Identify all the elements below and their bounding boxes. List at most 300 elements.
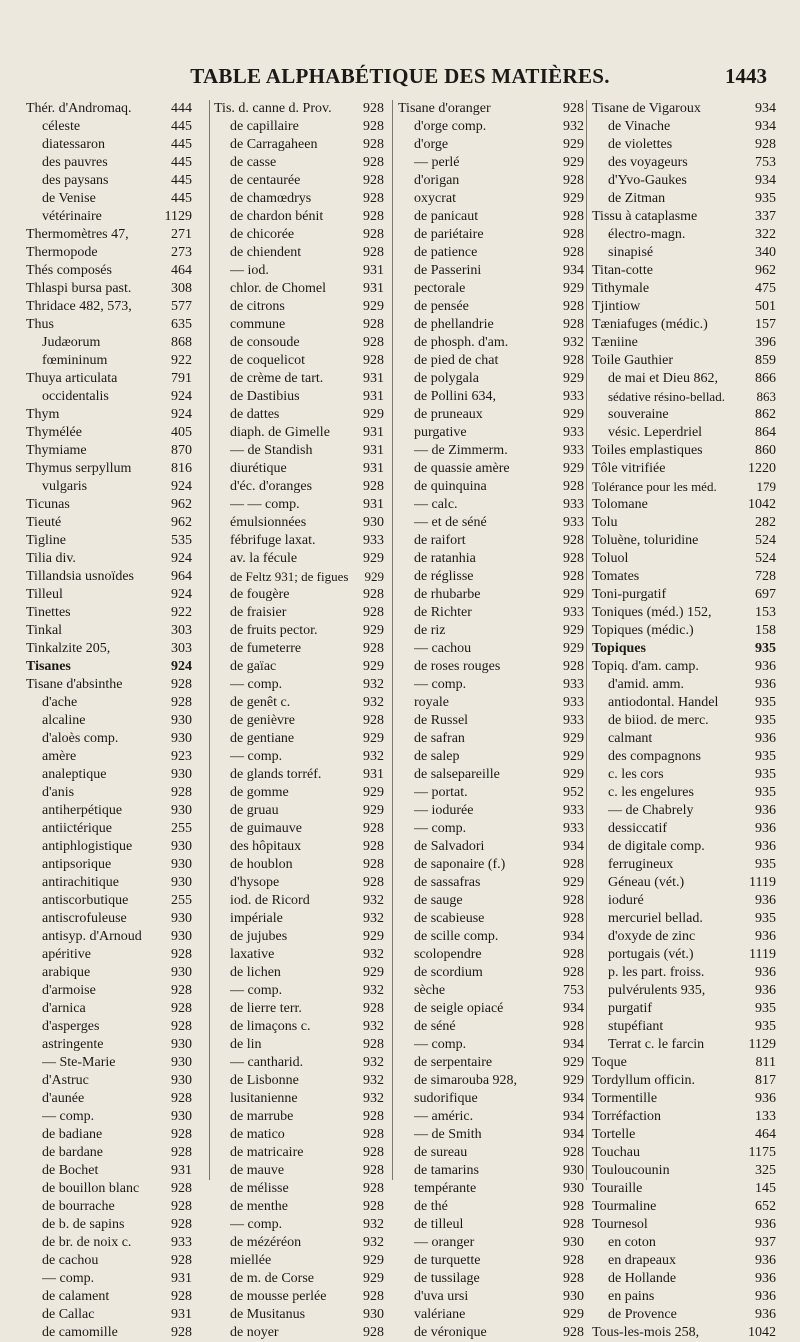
entry-term: royale [414,695,449,710]
index-entry [592,280,776,298]
index-entry [592,964,776,982]
index-entry [214,1180,384,1198]
entry-term: de chardon bénit [230,209,324,224]
entry-page-ref: 928 [171,983,192,998]
entry-page-ref: 817 [755,1073,776,1088]
index-entry [592,946,776,964]
entry-page-ref: 935 [755,857,776,872]
entry-term: de matricaire [230,1145,304,1160]
entry-page-ref: 922 [171,353,192,368]
entry-term: antiphlogistique [42,839,133,854]
index-entry [398,1108,584,1126]
index-entry [398,1180,584,1198]
entry-term: de violettes [608,137,673,152]
entry-term: de séné [414,1019,456,1034]
index-entry [398,1324,584,1342]
entry-page-ref: 862 [755,407,776,422]
entry-page-ref: 934 [563,929,584,944]
entry-page-ref: 524 [755,533,776,548]
index-entry [398,964,584,982]
entry-term: d'Astruc [42,1073,89,1088]
entry-term: de salsepareille [414,767,500,782]
entry-page-ref: 929 [363,623,384,638]
entry-page-ref: 929 [363,1253,384,1268]
entry-term: de citrons [230,299,285,314]
index-entry [26,262,192,280]
index-entry [26,604,192,622]
entry-page-ref: 931 [171,1307,192,1322]
index-entry [26,568,192,586]
entry-term: pulvérulents 935, [608,983,706,998]
entry-term: — comp. [414,677,467,692]
entry-page-ref: 928 [363,839,384,854]
entry-page-ref: 928 [363,1127,384,1142]
index-entry [592,784,776,802]
entry-page-ref: 935 [755,191,776,206]
entry-page-ref: 936 [755,965,776,980]
entry-term: de camomille [42,1325,118,1340]
index-entry [26,514,192,532]
entry-term: Tinkalzite 205, [26,641,111,656]
entry-page-ref: 928 [563,533,584,548]
entry-term: sudorifique [414,1091,478,1106]
entry-page-ref: 930 [171,1037,192,1052]
entry-term: Touraille [592,1181,643,1196]
index-entry [214,1270,384,1288]
index-entry [592,226,776,244]
index-entry [214,460,384,478]
entry-term: de lierre terr. [230,1001,302,1016]
entry-page-ref: 928 [363,317,384,332]
entry-page-ref: 930 [171,1073,192,1088]
index-entry [398,280,584,298]
index-entry [214,874,384,892]
entry-page-ref: 932 [563,335,584,350]
entry-term: de centaurée [230,173,301,188]
entry-page-ref: 928 [171,1325,192,1340]
entry-term: de Zitman [608,191,666,206]
entry-page-ref: 931 [363,461,384,476]
index-entry [214,226,384,244]
entry-page-ref: 928 [563,551,584,566]
entry-page-ref: 923 [171,749,192,764]
entry-page-ref: 932 [363,911,384,926]
entry-term: de dattes [230,407,280,422]
entry-page-ref: 928 [363,1037,384,1052]
entry-term: — comp. [230,749,283,764]
index-entry [592,1072,776,1090]
entry-term: de riz [414,623,446,638]
index-entry [26,370,192,388]
index-entry [398,478,584,496]
entry-term: Toque [592,1055,627,1070]
entry-term: de scabieuse [414,911,485,926]
index-entry [592,730,776,748]
entry-term: amère [42,749,77,764]
entry-page-ref: 933 [171,1235,192,1250]
entry-page-ref: 928 [363,1289,384,1304]
entry-page-ref: 635 [171,317,192,332]
entry-term: de tilleul [414,1217,464,1232]
entry-term: c. les engelures [608,785,694,800]
entry-page-ref: 929 [363,929,384,944]
entry-page-ref: 928 [171,1199,192,1214]
entry-page-ref: 864 [755,425,776,440]
entry-term: de fumeterre [230,641,302,656]
index-entry [26,1018,192,1036]
entry-page-ref: 931 [363,425,384,440]
index-entry [592,838,776,856]
entry-page-ref: 936 [755,803,776,818]
entry-term: de pariétaire [414,227,484,242]
entry-page-ref: 153 [755,605,776,620]
entry-term: Topiq. d'am. camp. [592,659,699,674]
index-entry [26,640,192,658]
entry-page-ref: 932 [363,1019,384,1034]
entry-page-ref: 928 [363,875,384,890]
entry-page-ref: 928 [563,659,584,674]
entry-term: de salep [414,749,460,764]
entry-page-ref: 859 [755,353,776,368]
entry-term: de Dastibius [230,389,300,404]
entry-term: de mai et Dieu 862, [608,371,719,386]
index-entry [592,1144,776,1162]
index-entry [214,1198,384,1216]
index-entry [592,370,776,388]
entry-term: — comp. [414,1037,467,1052]
entry-term: Thymiame [26,443,87,458]
entry-term: de phellandrie [414,317,494,332]
entry-page-ref: 935 [755,911,776,926]
entry-term: astringente [42,1037,104,1052]
index-entry [398,244,584,262]
entry-page-ref: 936 [755,1271,776,1286]
entry-term: Tordyllum officin. [592,1073,695,1088]
entry-page-ref: 811 [755,1055,776,1070]
entry-term: de marrube [230,1109,294,1124]
entry-page-ref: 928 [563,911,584,926]
entry-page-ref: 928 [363,137,384,152]
entry-page-ref: 937 [755,1235,776,1250]
entry-term: Tæniafuges (médic.) [592,317,708,332]
entry-term: sinapisé [608,245,654,260]
index-entry [592,1180,776,1198]
index-entry [398,874,584,892]
index-entry [26,172,192,190]
index-entry [214,730,384,748]
index-entry [214,1108,384,1126]
index-entry [26,1162,192,1180]
entry-page-ref: 936 [755,1217,776,1232]
entry-term: souveraine [608,407,669,422]
entry-term: de jujubes [230,929,288,944]
entry-page-ref: 933 [563,425,584,440]
index-entry [398,892,584,910]
index-entry [592,856,776,874]
entry-term: de Hollande [608,1271,677,1286]
entry-page-ref: 1119 [749,875,776,890]
index-entry [592,658,776,676]
entry-term: de chamœdrys [230,191,312,206]
page-title: TABLE ALPHABÉTIQUE DES MATIÈRES. [190,64,610,88]
index-entry [26,838,192,856]
entry-page-ref: 930 [363,515,384,530]
index-entry [398,1198,584,1216]
index-entry [214,442,384,460]
entry-page-ref: 928 [563,173,584,188]
entry-term: scolopendre [414,947,482,962]
index-entry [214,1018,384,1036]
entry-page-ref: 929 [363,965,384,980]
index-entry [398,694,584,712]
entry-term: de crème de tart. [230,371,324,386]
index-entry [26,1306,192,1324]
index-entry [592,1090,776,1108]
entry-page-ref: 924 [171,551,192,566]
entry-term: de Russel [414,713,469,728]
index-entry [26,550,192,568]
entry-term: de mézéréon [230,1235,302,1250]
entry-term: — — comp. [230,497,300,512]
index-entry [214,478,384,496]
index-entry [214,784,384,802]
index-entry [214,1036,384,1054]
entry-term: d'aunée [42,1091,85,1106]
entry-term: impériale [230,911,283,926]
entry-term: portugais (vét.) [608,947,694,962]
entry-term: antiherpétique [42,803,123,818]
index-entry [398,1054,584,1072]
entry-page-ref: 930 [171,713,192,728]
entry-page-ref: 932 [363,1073,384,1088]
entry-term: de bourrache [42,1199,115,1214]
entry-page-ref: 928 [171,677,192,692]
entry-term: fébrifuge laxat. [230,533,316,548]
index-entry [26,1036,192,1054]
entry-term: des compagnons [608,749,701,764]
index-entry [592,1162,776,1180]
entry-term: Touloucounin [592,1163,670,1178]
entry-term: Terrat c. le farcin [608,1037,705,1052]
entry-page-ref: 934 [563,1091,584,1106]
entry-page-ref: 524 [755,551,776,566]
entry-page-ref: 924 [171,479,192,494]
index-entry [214,172,384,190]
entry-term: — comp. [414,821,467,836]
entry-term: Thés composés [26,263,112,278]
entry-page-ref: 928 [171,1091,192,1106]
entry-term: de Pollini 634, [414,389,497,404]
entry-page-ref: 791 [171,371,192,386]
entry-page-ref: 924 [171,389,192,404]
entry-page-ref: 273 [171,245,192,260]
entry-term: de pied de chat [414,353,499,368]
column-divider [209,100,210,1180]
index-entry [214,964,384,982]
entry-page-ref: 931 [363,263,384,278]
entry-page-ref: 928 [563,101,584,116]
index-entry [214,532,384,550]
index-entry [26,442,192,460]
entry-page-ref: 929 [563,749,584,764]
entry-term: vulgaris [42,479,88,494]
index-entry [26,712,192,730]
entry-page-ref: 1129 [748,1037,776,1052]
entry-term: diurétique [230,461,287,476]
index-entry [398,100,584,118]
entry-term: Thér. d'Andromaq. [26,101,132,116]
entry-term: Toiles emplastiques [592,443,703,458]
index-entry [26,100,192,118]
entry-term: de fraisier [230,605,287,620]
entry-page-ref: 935 [755,713,776,728]
index-entry [398,352,584,370]
index-entry [26,1144,192,1162]
entry-term: antisyp. d'Arnoud [42,929,142,944]
index-entry [214,370,384,388]
entry-term: stupéfiant [608,1019,664,1034]
index-entry [214,622,384,640]
entry-term: Tjintiow [592,299,641,314]
index-entry [26,406,192,424]
entry-page-ref: 929 [563,1055,584,1070]
entry-term: d'hysope [230,875,280,890]
entry-term: de scille comp. [414,929,499,944]
entry-page-ref: 928 [171,1019,192,1034]
index-entry [26,352,192,370]
index-entry [214,658,384,676]
entry-term: Topiques (médic.) [592,623,694,638]
index-entry [26,1000,192,1018]
entry-page-ref: 934 [755,101,776,116]
index-entry [592,568,776,586]
index-entry [398,154,584,172]
entry-page-ref: 936 [755,893,776,908]
entry-page-ref: 928 [363,857,384,872]
entry-page-ref: 933 [563,389,584,404]
index-entry [398,172,584,190]
entry-term: — cachou [414,641,472,656]
index-entry [214,1054,384,1072]
entry-page-ref: 928 [171,1145,192,1160]
entry-term: ferrugineux [608,857,674,872]
entry-page-ref: 931 [363,443,384,458]
entry-page-ref: 930 [171,875,192,890]
entry-page-ref: 930 [171,767,192,782]
entry-term: Tithymale [592,281,650,296]
entry-page-ref: 936 [755,731,776,746]
entry-term: de gruau [230,803,279,818]
entry-term: — améric. [414,1109,474,1124]
index-entry [398,622,584,640]
index-entry [26,460,192,478]
index-entry [398,1018,584,1036]
index-entry [214,712,384,730]
entry-term: Thymélée [26,425,82,440]
entry-term: de chicorée [230,227,295,242]
entry-term: alcaline [42,713,86,728]
entry-term: Toluène, toluridine [592,533,699,548]
entry-term: de Bochet [42,1163,99,1178]
entry-term: tempérante [414,1181,477,1196]
entry-term: de serpentaire [414,1055,493,1070]
index-entry [26,298,192,316]
index-entry [214,550,384,568]
index-entry [398,640,584,658]
index-entry [398,1072,584,1090]
entry-term: de tussilage [414,1271,480,1286]
index-entry [398,1234,584,1252]
index-entry [26,496,192,514]
entry-term: en drapeaux [608,1253,677,1268]
index-column-2 [214,100,384,1340]
index-entry [214,802,384,820]
entry-page-ref: 930 [171,1055,192,1070]
entry-page-ref: 928 [363,1199,384,1214]
entry-term: de casse [230,155,277,170]
entry-page-ref: 932 [363,1217,384,1232]
index-entry [26,802,192,820]
entry-term: analeptique [42,767,107,782]
index-entry [214,946,384,964]
index-entry [398,424,584,442]
entry-page-ref: 934 [563,1037,584,1052]
index-entry [592,478,776,496]
entry-term: Thym [26,407,60,422]
entry-term: de Venise [42,191,96,206]
entry-term: d'origan [414,173,460,188]
index-entry [214,640,384,658]
index-entry [592,496,776,514]
entry-page-ref: 928 [363,101,384,116]
entry-term: de Lisbonne [230,1073,299,1088]
entry-term: laxative [230,947,275,962]
index-entry [398,1288,584,1306]
entry-term: Toile Gauthier [592,353,674,368]
index-entry [398,136,584,154]
entry-page-ref: 931 [363,281,384,296]
entry-term: diaph. de Gimelle [230,425,330,440]
entry-term: d'aloès comp. [42,731,119,746]
entry-term: mercuriel bellad. [608,911,703,926]
entry-page-ref: 933 [563,605,584,620]
entry-term: des voyageurs [608,155,688,170]
entry-term: de seigle opiacé [414,1001,504,1016]
entry-term: antiscrofuleuse [42,911,127,926]
entry-term: Tournesol [592,1217,648,1232]
entry-page-ref: 933 [363,533,384,548]
index-entry [592,910,776,928]
index-entry [398,334,584,352]
entry-page-ref: 158 [755,623,776,638]
entry-page-ref: 928 [363,245,384,260]
entry-term: ioduré [608,893,644,908]
entry-page-ref: 928 [363,353,384,368]
entry-page-ref: 928 [363,191,384,206]
index-entry [592,118,776,136]
entry-page-ref: 929 [363,1271,384,1286]
index-entry [398,658,584,676]
index-entry [214,694,384,712]
entry-term: Toluol [592,551,629,566]
entry-page-ref: 933 [563,677,584,692]
entry-page-ref: 929 [563,155,584,170]
entry-page-ref: 936 [755,1289,776,1304]
entry-term: d'asperges [42,1019,100,1034]
index-entry [592,406,776,424]
index-entry [592,676,776,694]
entry-page-ref: 577 [171,299,192,314]
